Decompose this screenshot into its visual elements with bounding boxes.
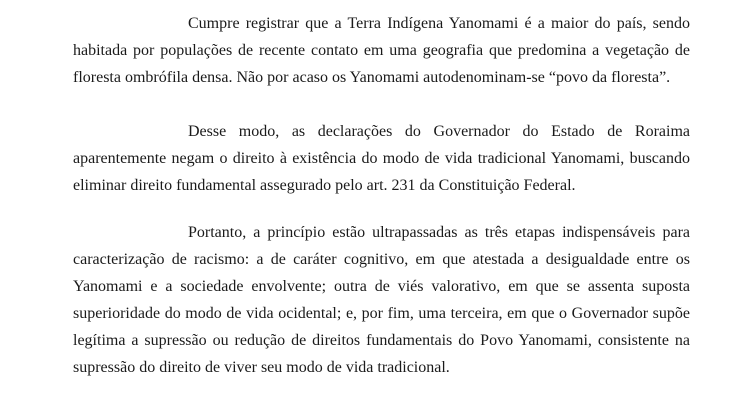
- paragraph-1: Cumpre registrar que a Terra Indígena Yanomami é a maior do país, sendo habitada por populações de recente contato em uma geografia que predomina a vegetação de floresta ombrófila densa. Não por acaso os Yanomami autodenominam-se “povo da floresta”.: [73, 15, 690, 86]
- paragraph-3: Portanto, a princípio estão ultrapassadas as três etapas indispensáveis para caracterização de racismo: a de caráter cognitivo, em que atestada a desigualdade entre os Yanomami e a sociedade envolvente; outra de viés valorativo, em que se assenta suposta superioridade do modo de vida ocidental; e, por fim, uma terceira, em que o Governador supõe legítima a supressão ou redução de direitos fundamentais do Povo Yanomami, consistente na supressão do direito de viver seu modo de vida tradicional.: [73, 224, 690, 376]
- paragraph-2: Desse modo, as declarações do Governador do Estado de Roraima aparentemente negam o direito à existência do modo de vida tradicional Yanomami, buscando eliminar direito fundamental assegurado pelo art. 231 da Constituição Federal.: [73, 123, 690, 194]
